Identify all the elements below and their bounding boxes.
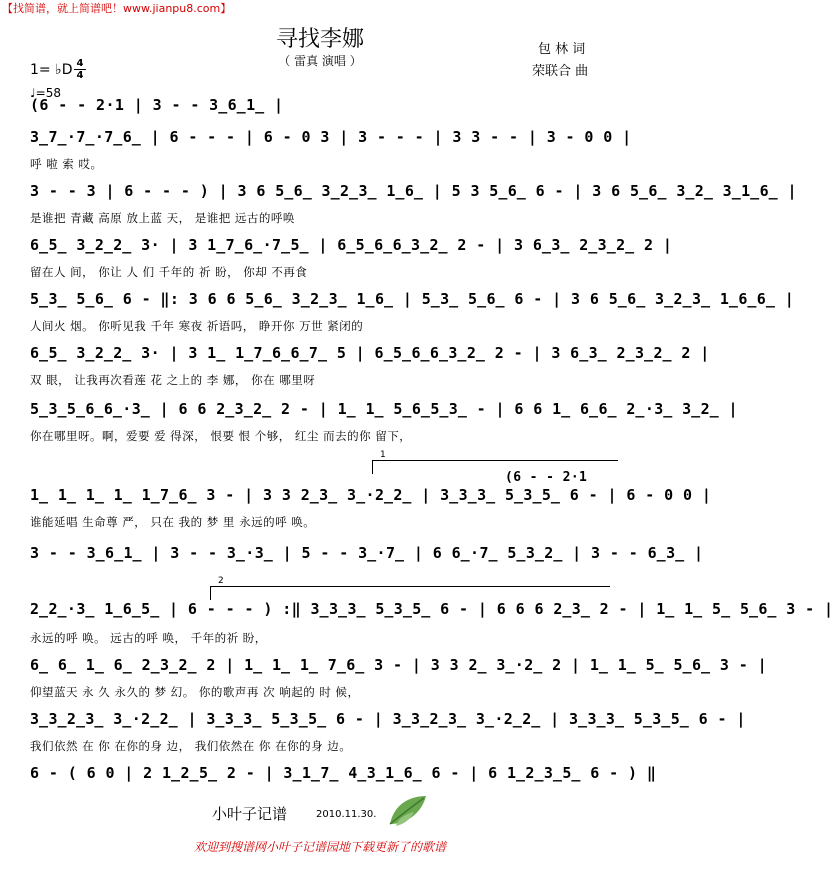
lyrics-row-7: 你在哪里呀。啊，爱要 爱 得深， 恨要 恨 个够， 红尘 而去的你 留下， (30, 429, 412, 443)
lyrics-row-4: 留在人 间， 你让 人 们 千年的 祈 盼， 你却 不再食 (30, 265, 308, 279)
notation-row-12: 3̲3̲2̲3̲ 3̲·2̲2̲ | 3̲3̲3̲ 5̲3̲5̲ 6 - | 3̲3̲2̲3̲ 3̲·2̲2̲ | 3̲3̲3̲ 5̲3̲5̲ 6 - | (30, 710, 746, 728)
notation-row-1: (6 - - 2·1 | 3 - - 3̲6̲1̲ | (30, 96, 284, 114)
notation-row-11: 6̲ 6̲ 1̲ 6̲ 2̲3̲2̲ 2 | 1̲ 1̲ 1̲ 7̲6̲ 3 - | 3 3 2̲ 3̲·2̲ 2 | 1̲ 1̲ 5̲ 5̲6̲ 3 - | (30, 656, 768, 674)
notation-row-5: 5̲3̲ 5̲6̲ 6 - ‖: 3 6 6 5̲6̲ 3̲2̲3̲ 1̲6̲ | 5̲3̲ 5̲6̲ 6 - | 3 6 5̲6̲ 3̲2̲3̲ 1̲6̲6̲ | (30, 290, 795, 308)
volta-1-bracket (372, 460, 618, 461)
volta-2-bracket-edge (210, 586, 211, 600)
volta-2-number: 2 (218, 576, 224, 586)
notation-row-4: 6̲5̲ 3̲2̲2̲ 3· | 3 1̲7̲6̲·7̲5̲ | 6̲5̲6̲6̲3̲2̲ 2 - | 3 6̲3̲ 2̲3̲2̲ 2 | (30, 236, 673, 254)
footer-message: 欢迎到搜谱网小叶子记谱园地下载更新了的歌谱 (193, 840, 446, 854)
lyrics-row-8: 谁能延唱 生命尊 严， 只在 我的 梦 里 永远的呼 唤。 (30, 515, 316, 529)
site-banner[interactable]: 【找简谱，就上简谱吧！www.jianpu8.com】 (2, 2, 232, 15)
lyrics-row-12: 我们依然 在 你 在你的身 边， 我们依然在 你 在你的身 边。 (30, 739, 352, 753)
tempo-marking: ♩=58 (30, 86, 61, 100)
lyrics-row-10: 永远的呼 唤。 远古的呼 唤， 千年的祈 盼， (30, 631, 267, 645)
time-signature-top: 4 (76, 58, 84, 69)
notation-row-3: 3 - - 3 | 6 - - - ) | 3 6 5̲6̲ 3̲2̲3̲ 1̲6̲ | 5 3 5̲6̲ 6 - | 3 6 5̲6̲ 3̲2̲ 3̲1̲6̲ | (30, 182, 797, 200)
lyrics-row-2: 呼 啦 索 哎。 (30, 157, 103, 171)
volta-1-number: 1 (380, 450, 386, 460)
volta-1-bracket-edge (372, 460, 373, 474)
time-signature (74, 58, 86, 81)
volta-2-bracket (210, 586, 610, 587)
lyrics-row-11: 仰望蓝天 永 久 永久的 梦 幻。 你的歌声再 次 响起的 时 候， (30, 685, 360, 699)
key-signature: 1= ♭D (30, 62, 73, 78)
notation-row-6: 6̲5̲ 3̲2̲2̲ 3· | 3 1̲ 1̲7̲6̲6̲7̲ 5 | 6̲5̲6̲6̲3̲2̲ 2 - | 3 6̲3̲ 2̲3̲2̲ 2 | (30, 344, 710, 362)
lyrics-row-3: 是谁把 青藏 高原 放上蓝 天， 是谁把 远古的呼唤 (30, 211, 295, 225)
composer-credit: 荣联合 曲 (532, 64, 589, 79)
notation-row-2: 3̲7̲·7̲·7̲6̲ | 6 - - - | 6 - 0 3 | 3 - - - | 3 3 - - | 3 - 0 0 | (30, 128, 632, 146)
notation-row-7: 5̲3̲5̲6̲6̲·3̲ | 6 6 2̲3̲2̲ 2 - | 1̲ 1̲ 5̲6̲5̲3̲ - | 6 6 1̲ 6̲6̲ 2̲·3̲ 3̲2̲ | (30, 400, 738, 418)
notation-row-10: 2̲2̲·3̲ 1̲6̲5̲ | 6 - - - ) :‖ 3̲3̲3̲ 5̲3̲5̲ 6 - | 6 6 6 2̲3̲ 2 - | 1̲ 1̲ 5̲ 5̲6̲ 3 - | (30, 600, 833, 618)
transcription-date: 2010.11.30. (316, 809, 377, 820)
notation-row-9: 3 - - 3̲6̲1̲ | 3 - - 3̲·3̲ | 5 - - 3̲·7̲ | 6 6̲·7̲ 5̲3̲2̲ | 3 - - 6̲3̲ | (30, 544, 704, 562)
leaf-icon (386, 790, 430, 830)
lyricist-credit: 包 林 词 (538, 42, 586, 57)
performer-credit: （ 雷真 演唱 ） (278, 54, 362, 68)
notation-row-8-upper: (6 - - 2·1 (505, 470, 588, 485)
song-title: 寻找李娜 (275, 27, 364, 52)
lyrics-row-5: 人间火 烟。 你听见我 千年 寒夜 祈语吗， 睁开你 万世 紧闭的 (30, 319, 364, 333)
time-signature-bottom: 4 (76, 70, 84, 81)
notation-row-8: 1̲ 1̲ 1̲ 1̲ 1̲7̲6̲ 3 - | 3 3 2̲3̲ 3̲·2̲2̲ | 3̲3̲3̲ 5̲3̲5̲ 6 - | 6 - 0 0 | (30, 486, 712, 504)
notation-row-13: 6 - ( 6 0 | 2 1̲2̲5̲ 2 - | 3̲1̲7̲ 4̲3̲1̲6̲ 6 - | 6 1̲2̲3̲5̲ 6 - ) ‖ (30, 764, 657, 782)
transcriber-name: 小叶子记谱 (212, 805, 288, 823)
lyrics-row-6: 双 眼， 让我再次看莲 花 之上的 李 娜， 你在 哪里呀 (30, 373, 316, 387)
